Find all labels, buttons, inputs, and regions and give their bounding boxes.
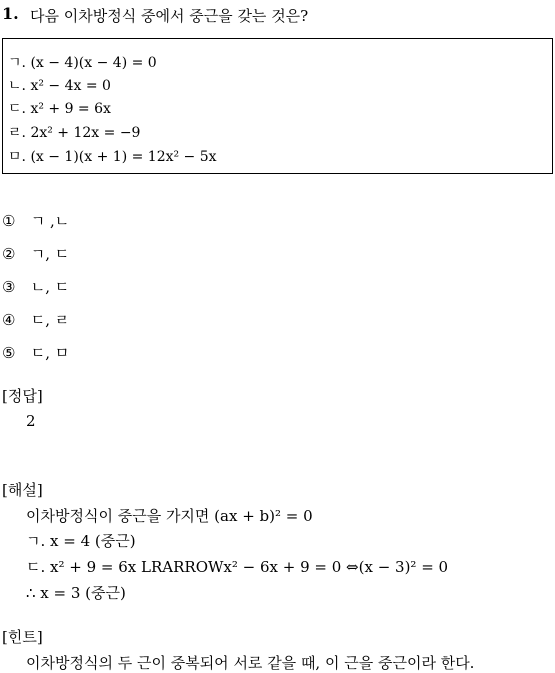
choice-text: ㄷ, ㅁ — [30, 344, 70, 362]
choice-2[interactable] — [2, 243, 69, 264]
statement-label: ㄹ. — [8, 125, 26, 141]
choice-number: ② — [2, 245, 16, 263]
explanation-line: ㄷ. x² + 9 = 6x LRARROWx² − 6x + 9 = 0 ⇔(x − 3)² = 0 — [26, 558, 449, 576]
statement-expr: 2x² + 12x = −9 — [30, 125, 141, 141]
statement-label: ㄷ. — [8, 101, 26, 117]
choice-number: ④ — [2, 311, 16, 329]
statement-expr: x² + 9 = 6x — [30, 101, 111, 117]
statement-expr: x² − 4x = 0 — [30, 78, 111, 94]
choice-5[interactable] — [2, 342, 69, 363]
statement-item — [8, 146, 217, 166]
choice-text: ㄷ, ㄹ — [30, 311, 70, 329]
statement-expr: (x − 1)(x + 1) = 12x² − 5x — [30, 149, 217, 165]
explanation-line: ∴ x = 3 (중근) — [26, 584, 126, 602]
statement-item — [8, 122, 140, 142]
hint-text: 이차방정식의 두 근이 중복되어 서로 같을 때, 이 근을 중근이라 한다. — [26, 654, 475, 672]
choice-1[interactable] — [2, 210, 69, 231]
explanation-line: ㄱ. x = 4 (중근) — [26, 532, 136, 550]
statement-item — [8, 98, 111, 118]
statement-label: ㄱ. — [8, 55, 26, 71]
choice-4[interactable] — [2, 309, 69, 330]
question-number: 1. — [2, 4, 19, 23]
answer-value: 2 — [26, 412, 36, 430]
choice-text: ㄱ, ㄷ — [30, 245, 70, 263]
question-text: 다음 이차방정식 중에서 중근을 갖는 것은? — [30, 7, 309, 25]
choice-text: ㄴ, ㄷ — [30, 278, 70, 296]
statement-label: ㅁ. — [8, 149, 26, 165]
explanation-heading: [해설] — [2, 481, 43, 499]
answer-heading: [정답] — [2, 387, 43, 405]
statement-item — [8, 52, 157, 72]
statement-expr: (x − 4)(x − 4) = 0 — [30, 55, 157, 71]
choice-number: ③ — [2, 278, 16, 296]
statement-item — [8, 75, 111, 95]
explanation-line: 이차방정식이 중근을 가지면 (ax + b)² = 0 — [26, 507, 313, 525]
choice-number: ① — [2, 212, 16, 230]
statement-label: ㄴ. — [8, 78, 26, 94]
choice-3[interactable] — [2, 276, 69, 297]
choice-text: ㄱ ,ㄴ — [30, 212, 70, 230]
choice-number: ⑤ — [2, 344, 16, 362]
hint-heading: [힌트] — [2, 628, 43, 646]
